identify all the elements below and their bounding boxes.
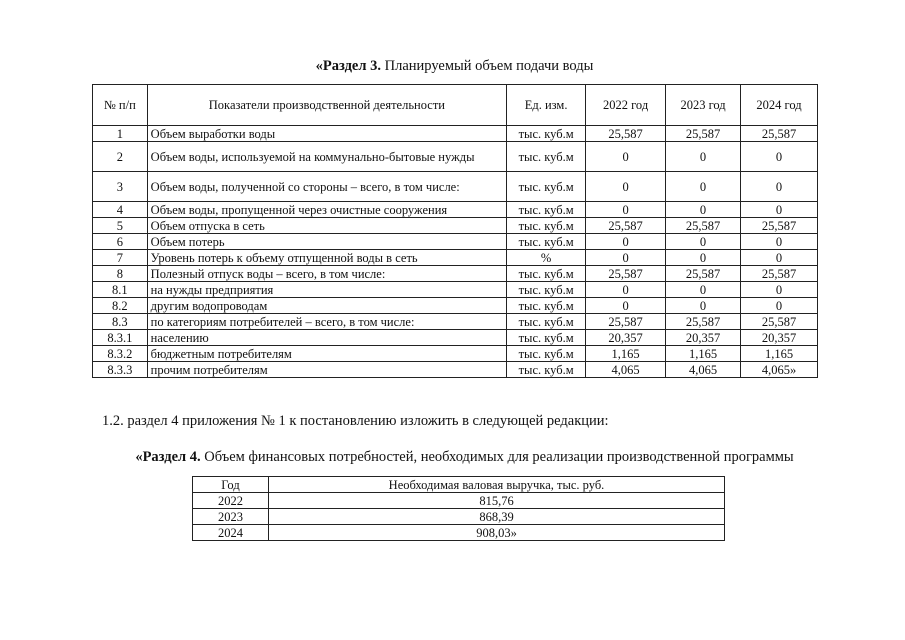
table-row — [93, 346, 818, 362]
indicator-cell: Объем отпуска в сеть — [147, 218, 506, 234]
row-number-cell: 8.2 — [93, 298, 148, 314]
row-number-cell: 8.3.1 — [93, 330, 148, 346]
row-number-cell: 2 — [93, 142, 148, 172]
table-header-row — [193, 477, 725, 493]
row-number-cell: 8 — [93, 266, 148, 282]
value-2022-cell: 0 — [586, 234, 666, 250]
row-number-cell: 6 — [93, 234, 148, 250]
unit-cell: % — [507, 250, 586, 266]
value-2023-cell: 25,587 — [666, 314, 741, 330]
value-2023-cell: 0 — [666, 282, 741, 298]
row-number-cell: 3 — [93, 172, 148, 202]
unit-cell: тыс. куб.м — [507, 282, 586, 298]
water-supply-table-body — [93, 126, 818, 378]
unit-cell: тыс. куб.м — [507, 362, 586, 378]
table-row — [93, 314, 818, 330]
value-2023-cell: 25,587 — [666, 266, 741, 282]
value-2022-cell: 1,165 — [586, 346, 666, 362]
table-row — [193, 525, 725, 541]
year-cell: 2022 — [193, 493, 269, 509]
value-2024-cell: 1,165 — [741, 346, 818, 362]
table-row — [193, 493, 725, 509]
value-2022-cell: 0 — [586, 282, 666, 298]
indicator-cell: Объем воды, используемой на коммунально-бытовые нужды — [147, 142, 506, 172]
revenue-cell: 908,03» — [269, 525, 725, 541]
row-number-cell: 5 — [93, 218, 148, 234]
header-number: № п/п — [93, 85, 148, 126]
section3-title — [2, 58, 905, 75]
table-row — [93, 172, 818, 202]
revenue-cell: 815,76 — [269, 493, 725, 509]
value-2022-cell: 4,065 — [586, 362, 666, 378]
unit-cell: тыс. куб.м — [507, 346, 586, 362]
section3-title-text: Планируемый объем подачи воды — [380, 58, 594, 74]
section3-title-bold: «Раздел 3. — [315, 58, 381, 74]
indicator-cell: на нужды предприятия — [147, 282, 506, 298]
row-number-cell: 4 — [93, 202, 148, 218]
value-2024-cell: 0 — [741, 250, 818, 266]
value-2022-cell: 0 — [586, 298, 666, 314]
value-2023-cell: 25,587 — [666, 126, 741, 142]
unit-cell: тыс. куб.м — [507, 126, 586, 142]
unit-cell: тыс. куб.м — [507, 330, 586, 346]
row-number-cell: 8.3 — [93, 314, 148, 330]
table-row — [93, 362, 818, 378]
indicator-cell: населению — [147, 330, 506, 346]
table-row — [93, 142, 818, 172]
value-2022-cell: 25,587 — [586, 314, 666, 330]
water-supply-table — [92, 84, 818, 378]
value-2023-cell: 0 — [666, 298, 741, 314]
revenue-cell: 868,39 — [269, 509, 725, 525]
table-row — [93, 250, 818, 266]
value-2023-cell: 4,065 — [666, 362, 741, 378]
value-2022-cell: 25,587 — [586, 126, 666, 142]
table-row — [93, 298, 818, 314]
header-2022: 2022 год — [586, 85, 666, 126]
row-number-cell: 8.3.2 — [93, 346, 148, 362]
table-row — [93, 234, 818, 250]
table-row — [193, 509, 725, 525]
unit-cell: тыс. куб.м — [507, 314, 586, 330]
value-2024-cell: 0 — [741, 202, 818, 218]
value-2024-cell: 25,587 — [741, 126, 818, 142]
section4-title — [12, 449, 905, 466]
row-number-cell: 8.1 — [93, 282, 148, 298]
table-row — [93, 282, 818, 298]
value-2023-cell: 25,587 — [666, 218, 741, 234]
unit-cell: тыс. куб.м — [507, 172, 586, 202]
table-row — [93, 266, 818, 282]
table-header-row — [93, 85, 818, 126]
value-2024-cell: 0 — [741, 234, 818, 250]
value-2023-cell: 0 — [666, 142, 741, 172]
unit-cell: тыс. куб.м — [507, 202, 586, 218]
value-2024-cell: 0 — [741, 142, 818, 172]
value-2024-cell: 20,357 — [741, 330, 818, 346]
section4-title-bold: «Раздел 4. — [135, 449, 201, 465]
value-2023-cell: 0 — [666, 202, 741, 218]
value-2022-cell: 0 — [586, 250, 666, 266]
value-2022-cell: 0 — [586, 172, 666, 202]
value-2022-cell: 25,587 — [586, 266, 666, 282]
value-2024-cell: 25,587 — [741, 266, 818, 282]
value-2022-cell: 25,587 — [586, 218, 666, 234]
value-2022-cell: 0 — [586, 142, 666, 172]
value-2022-cell: 20,357 — [586, 330, 666, 346]
unit-cell: тыс. куб.м — [507, 266, 586, 282]
table-row — [93, 126, 818, 142]
indicator-cell: по категориям потребителей – всего, в том числе: — [147, 314, 506, 330]
header-unit: Ед. изм. — [507, 85, 586, 126]
header-2024: 2024 год — [741, 85, 818, 126]
unit-cell: тыс. куб.м — [507, 234, 586, 250]
indicator-cell: Объем воды, пропущенной через очистные сооружения — [147, 202, 506, 218]
value-2022-cell: 0 — [586, 202, 666, 218]
value-2024-cell: 25,587 — [741, 218, 818, 234]
revenue-table-body — [193, 493, 725, 541]
indicator-cell: Уровень потерь к объему отпущенной воды в сеть — [147, 250, 506, 266]
value-2024-cell: 0 — [741, 298, 818, 314]
value-2024-cell: 4,065» — [741, 362, 818, 378]
value-2023-cell: 20,357 — [666, 330, 741, 346]
indicator-cell: Объем потерь — [147, 234, 506, 250]
indicator-cell: Объем воды, полученной со стороны – всего, в том числе: — [147, 172, 506, 202]
section4-title-text: Объем финансовых потребностей, необходимых для реализации производственной программы — [200, 449, 794, 465]
indicator-cell: другим водопроводам — [147, 298, 506, 314]
year-cell: 2024 — [193, 525, 269, 541]
table-row — [93, 218, 818, 234]
value-2024-cell: 25,587 — [741, 314, 818, 330]
unit-cell: тыс. куб.м — [507, 218, 586, 234]
indicator-cell: бюджетным потребителям — [147, 346, 506, 362]
row-number-cell: 7 — [93, 250, 148, 266]
value-2023-cell: 0 — [666, 172, 741, 202]
value-2023-cell: 0 — [666, 234, 741, 250]
row-number-cell: 1 — [93, 126, 148, 142]
unit-cell: тыс. куб.м — [507, 298, 586, 314]
year-cell: 2023 — [193, 509, 269, 525]
revenue-table — [192, 476, 725, 541]
table-row — [93, 330, 818, 346]
indicator-cell: Полезный отпуск воды – всего, в том числе: — [147, 266, 506, 282]
amendment-note: 1.2. раздел 4 приложения № 1 к постановлению изложить в следующей редакции: — [102, 413, 609, 429]
header-indicator: Показатели производственной деятельности — [147, 85, 506, 126]
indicator-cell: Объем выработки воды — [147, 126, 506, 142]
value-2024-cell: 0 — [741, 172, 818, 202]
value-2023-cell: 0 — [666, 250, 741, 266]
value-2024-cell: 0 — [741, 282, 818, 298]
indicator-cell: прочим потребителям — [147, 362, 506, 378]
unit-cell: тыс. куб.м — [507, 142, 586, 172]
row-number-cell: 8.3.3 — [93, 362, 148, 378]
header-2023: 2023 год — [666, 85, 741, 126]
header-revenue: Необходимая валовая выручка, тыс. руб. — [269, 477, 725, 493]
header-year: Год — [193, 477, 269, 493]
value-2023-cell: 1,165 — [666, 346, 741, 362]
table-row — [93, 202, 818, 218]
